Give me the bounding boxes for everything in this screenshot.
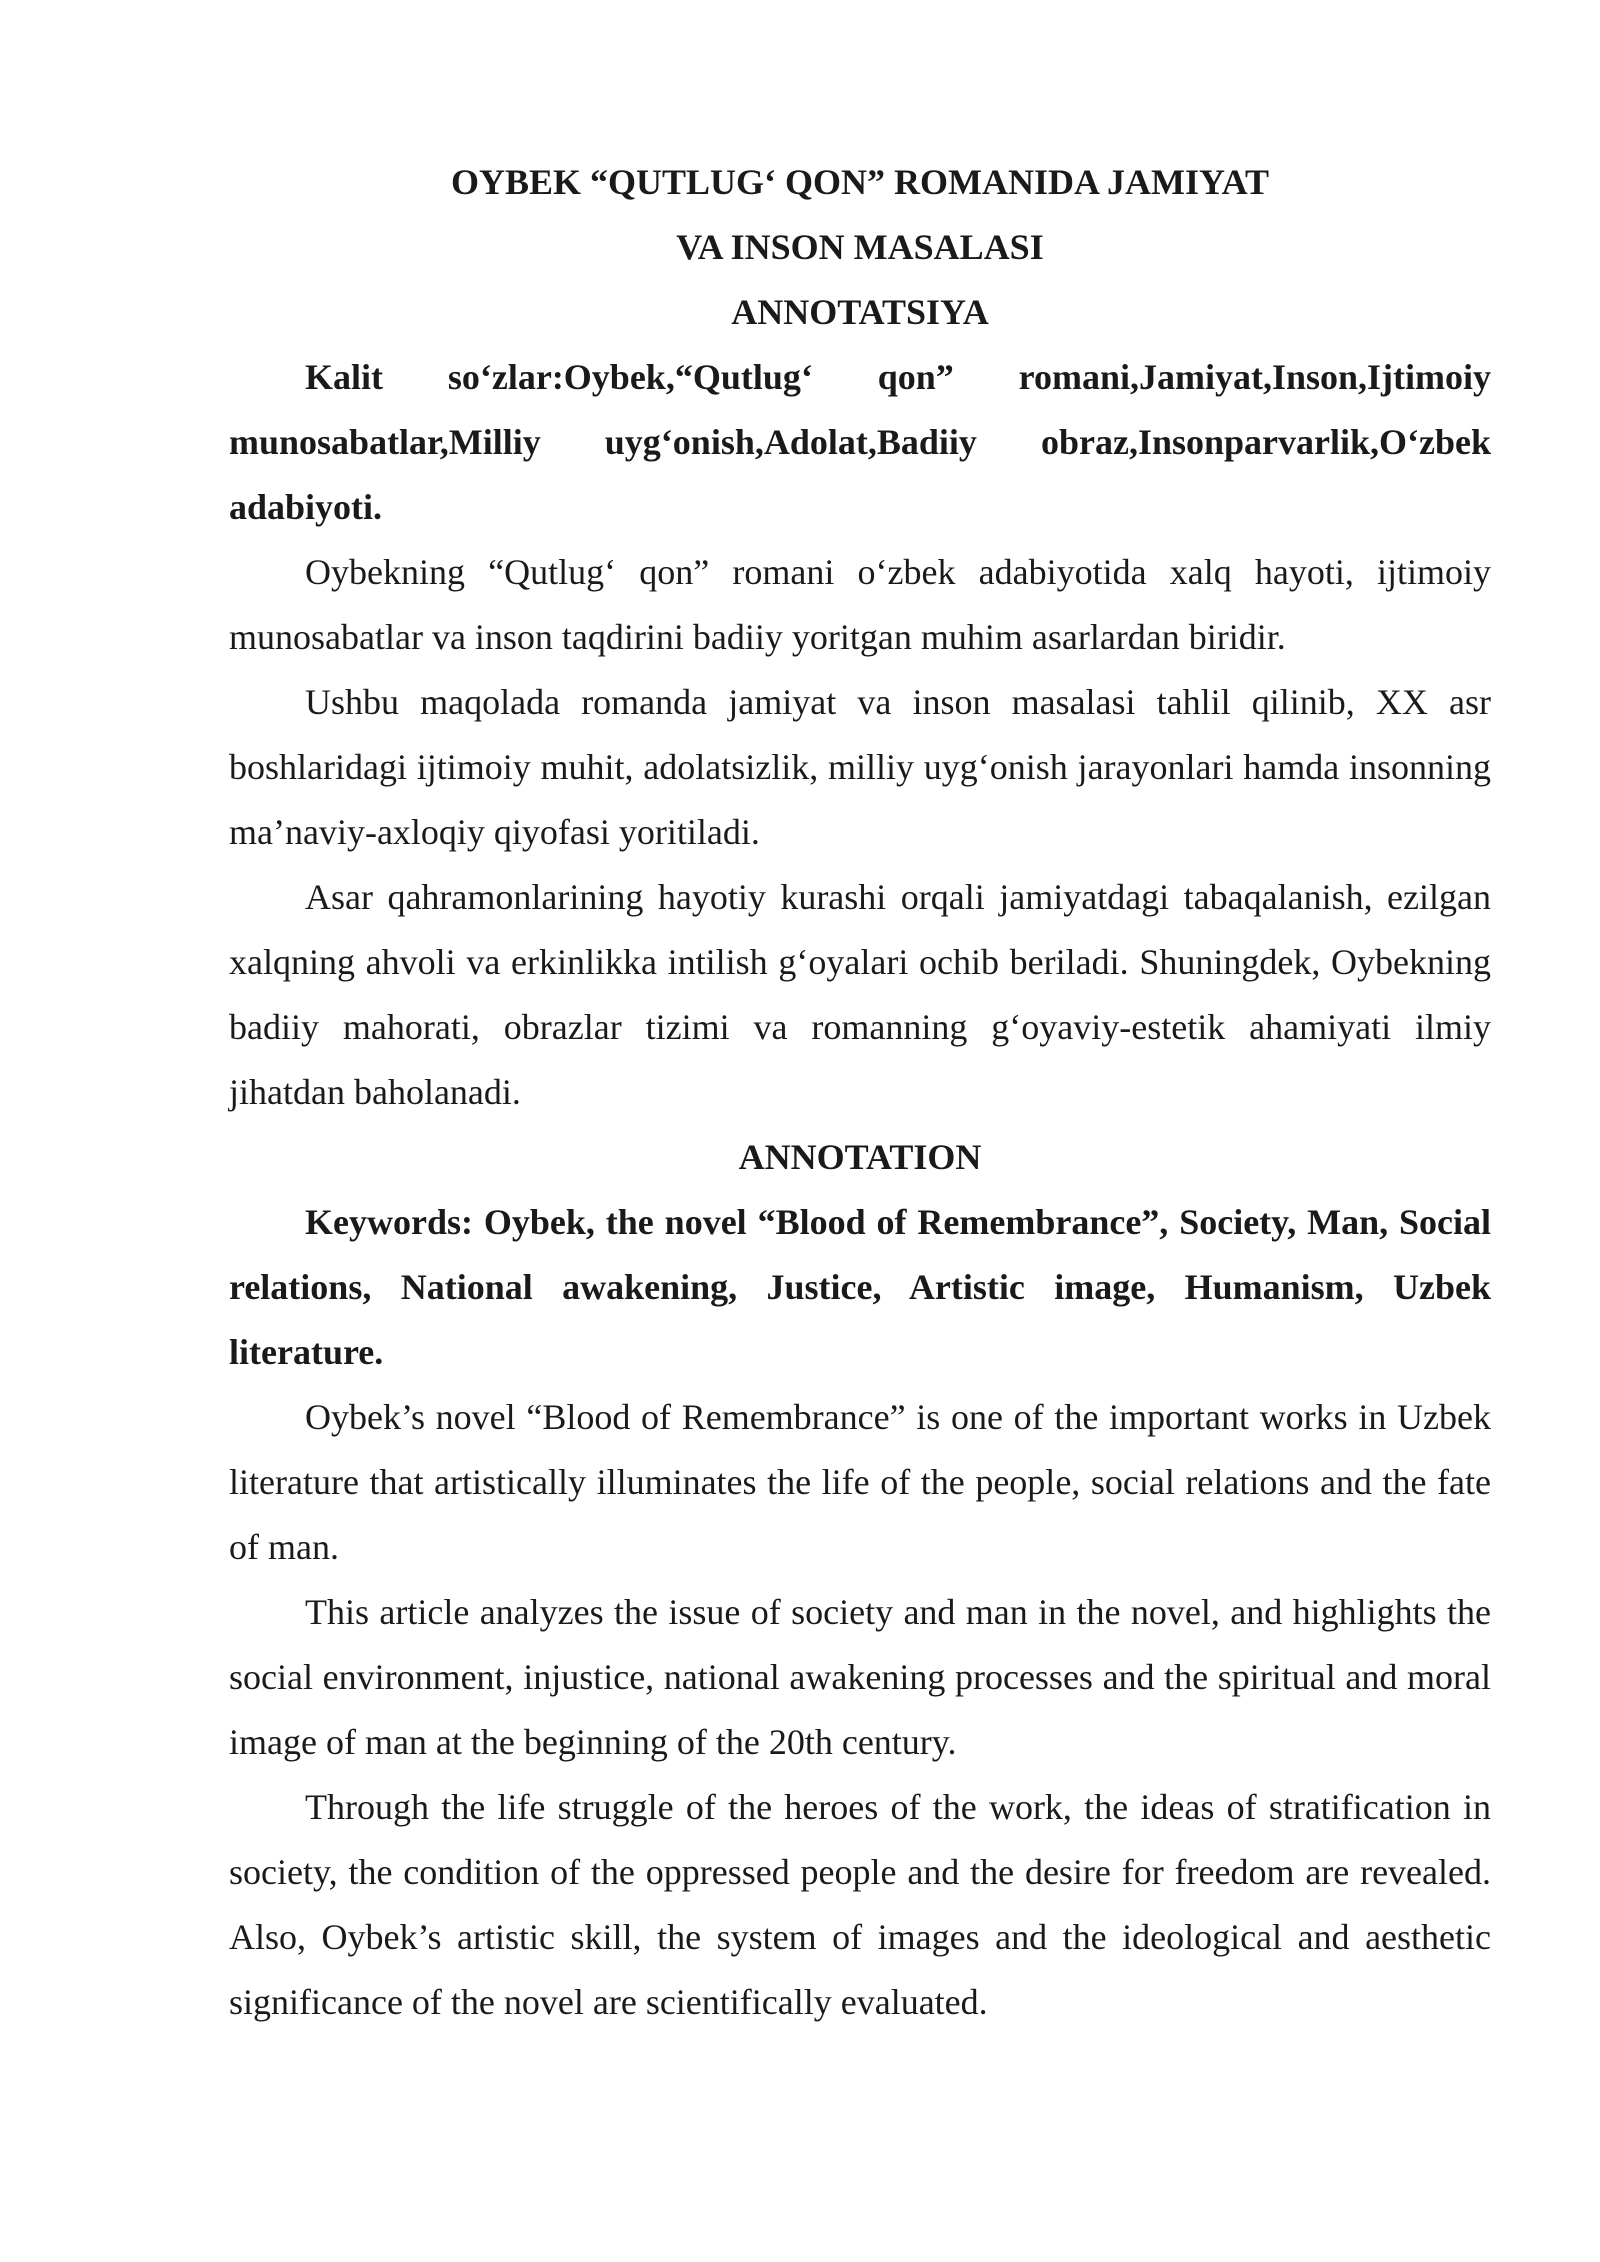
title-line-1: OYBEK “QUTLUG‘ QON” ROMANIDA JAMIYAT	[450, 162, 1270, 202]
keywords-uz: Kalit so‘zlar:Oybek,“Qutlug‘ qon” romani,Jamiyat,Inson,Ijtimoiy munosabatlar,Milliy uyg‘onish,Adolat,Badiiy obraz,Insonparvarlik,O‘zbek adabiyoti.	[229, 357, 1491, 527]
title-line-2: VA INSON MASALASI	[676, 227, 1044, 267]
paragraph-en-2: This article analyzes the issue of society and man in the novel, and highlights the social environment, injustice, national awakening processes and the spiritual and moral image of man at the beginning of the 20th century.	[229, 1592, 1491, 1762]
paragraph-en-1: Oybek’s novel “Blood of Remembrance” is one of the important works in Uzbek literature that artistically illuminates the life of the people, social relations and the fate of man.	[229, 1397, 1491, 1567]
paragraph-en-3: Through the life struggle of the heroes of the work, the ideas of stratification in society, the condition of the oppressed people and the desire for freedom are revealed. Also, Oybek’s artistic skill, the system of images and the ideological and aesthetic significance of the novel are scientifically evaluated.	[229, 1787, 1491, 2022]
heading-annotation: ANNOTATION	[738, 1137, 982, 1177]
paragraph-uz-2: Ushbu maqolada romanda jamiyat va inson masalasi tahlil qilinib, XX asr boshlaridagi ijtimoiy muhit, adolatsizlik, milliy uyg‘onish jarayonlari hamda insonning ma’naviy-axloqiy qiyofasi yoritiladi.	[229, 682, 1491, 852]
document-page	[229, 150, 1491, 2035]
heading-annotatsiya: ANNOTATSIYA	[731, 292, 989, 332]
paragraph-uz-1: Oybekning “Qutlug‘ qon” romani o‘zbek adabiyotida xalq hayoti, ijtimoiy munosabatlar va inson taqdirini badiiy yoritgan muhim asarlardan biridir.	[229, 552, 1491, 657]
paragraph-uz-3: Asar qahramonlarining hayotiy kurashi orqali jamiyatdagi tabaqalanish, ezilgan xalqning ahvoli va erkinlikka intilish g‘oyalari ochib beriladi. Shuningdek, Oybekning badiiy mahorati, obrazlar tizimi va romanning g‘oyaviy-estetik ahamiyati ilmiy jihatdan baholanadi.	[229, 877, 1491, 1112]
keywords-en: Keywords: Oybek, the novel “Blood of Remembrance”, Society, Man, Social relations, National awakening, Justice, Artistic image, Humanism, Uzbek literature.	[229, 1202, 1491, 1372]
